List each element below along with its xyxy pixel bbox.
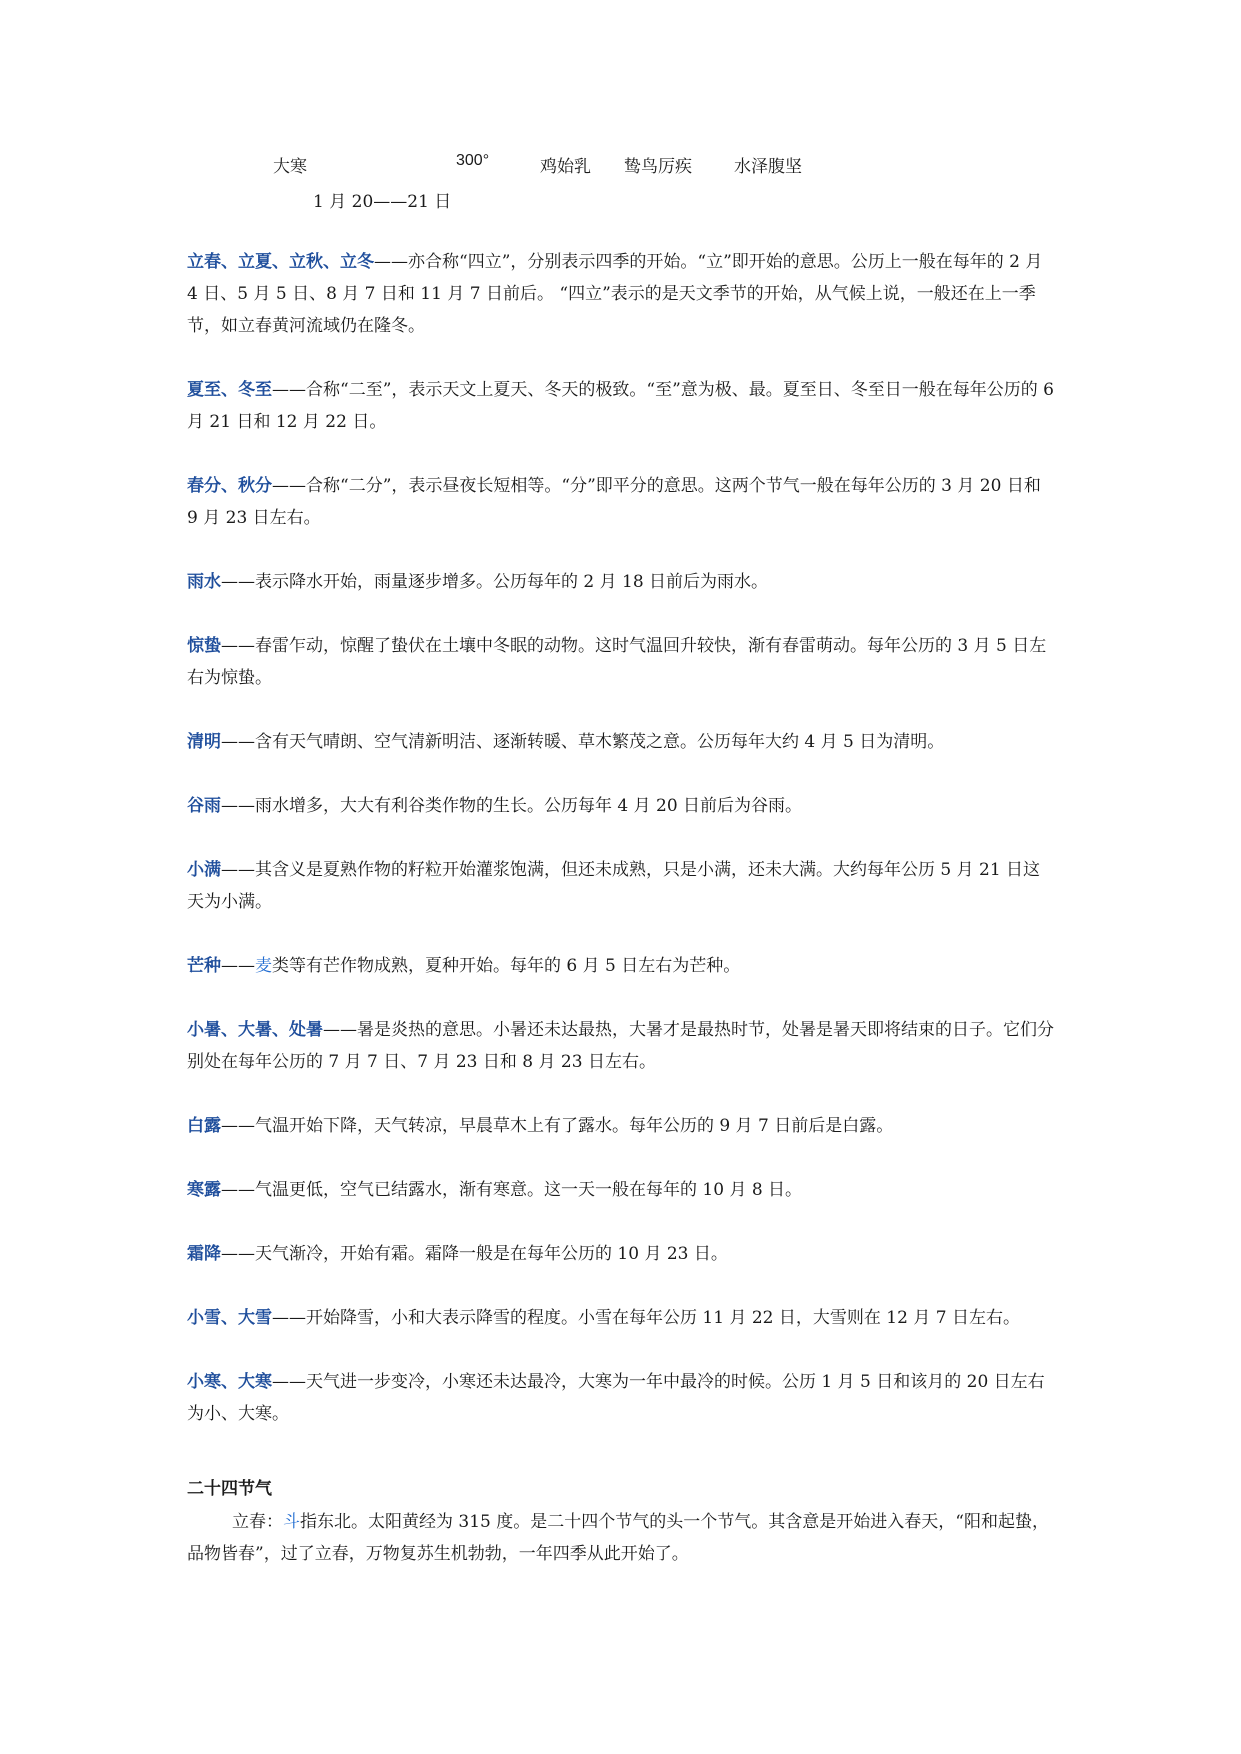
entry-term: 立春、立夏、立秋、立冬 bbox=[187, 252, 374, 272]
entry-text: 气温开始下降，天气转凉，早晨草木上有了露水。每年公历的 9 月 7 日前后是白露。 bbox=[255, 1116, 894, 1136]
entry-dash: —— bbox=[221, 1180, 255, 1200]
entry-text: 暑是炎热的意思。小暑还未达最热，大暑才是最热时节，处暑是暑天即将结束的日子。它们分别处在每年公历的 7 月 7 日、7 月 23 日和 8 月 23 日左右。 bbox=[187, 1020, 1054, 1072]
entry-shuangjiang bbox=[187, 1238, 1057, 1270]
entry-dash: —— bbox=[221, 572, 255, 592]
intro-highlight: 斗 bbox=[283, 1512, 300, 1532]
entry-term: 惊蛰 bbox=[187, 636, 221, 656]
entry-bailu bbox=[187, 1110, 1057, 1142]
entry-mangzhong bbox=[187, 950, 1057, 982]
entry-dash: —— bbox=[221, 1116, 255, 1136]
entry-dash: —— bbox=[272, 380, 306, 400]
entry-text: 其含义是夏熟作物的籽粒开始灌浆饱满，但还未成熟，只是小满，还未大满。大约每年公历 5 月 21 日这天为小满。 bbox=[187, 860, 1041, 912]
entry-text: 气温更低，空气已结露水，渐有寒意。这一天一般在每年的 10 月 8 日。 bbox=[255, 1180, 803, 1200]
phenomenon-2: 鸷鸟厉疾 bbox=[624, 157, 692, 177]
entry-term: 白露 bbox=[187, 1116, 221, 1136]
phenomenon-3: 水泽腹坚 bbox=[734, 157, 802, 177]
entry-xiaoman bbox=[187, 854, 1057, 918]
entry-dash: —— bbox=[221, 956, 255, 976]
solar-longitude: 300° bbox=[456, 152, 490, 169]
entry-text: 类等有芒作物成熟，夏种开始。每年的 6 月 5 日左右为芒种。 bbox=[272, 956, 741, 976]
entry-term: 夏至、冬至 bbox=[187, 380, 272, 400]
entry-text: 合称“二分”，表示昼夜长短相等。“分”即平分的意思。这两个节气一般在每年公历的 3 月 20 日和 9 月 23 日左右。 bbox=[187, 476, 1041, 528]
entry-snow bbox=[187, 1302, 1057, 1334]
entry-text: 亦合称“四立”，分别表示四季的开始。“立”即开始的意思。公历上一般在每年的 2 月 4 日、5 月 5 日、8 月 7 日和 11 月 7 日前后。 “四立”表示的是天文季节的开始，从气候上说，一般还在上一季节，如立春黄河流域仍在隆冬。 bbox=[187, 252, 1043, 336]
entry-text: 合称“二至”，表示天文上夏天、冬天的极致。“至”意为极、最。夏至日、冬至日一般在每年公历的 6 月 21 日和 12 月 22 日。 bbox=[187, 380, 1054, 432]
entry-hanlu bbox=[187, 1174, 1057, 1206]
entry-dash: —— bbox=[272, 476, 306, 496]
entry-dash: —— bbox=[221, 796, 255, 816]
intro-prefix: 立春： bbox=[232, 1512, 283, 1532]
entry-text: 雨水增多，大大有利谷类作物的生长。公历每年 4 月 20 日前后为谷雨。 bbox=[255, 796, 803, 816]
entry-term: 小暑、大暑、处暑 bbox=[187, 1020, 323, 1040]
entry-text: 春雷乍动，惊醒了蛰伏在土壤中冬眠的动物。这时气温回升较快，渐有春雷萌动。每年公历的 3 月 5 日左右为惊蛰。 bbox=[187, 636, 1047, 688]
entry-term: 芒种 bbox=[187, 956, 221, 976]
entry-dash: —— bbox=[221, 636, 255, 656]
entry-guyu bbox=[187, 790, 1057, 822]
term-name: 大寒 bbox=[273, 157, 307, 177]
entry-term: 春分、秋分 bbox=[187, 476, 272, 496]
entry-term: 寒露 bbox=[187, 1180, 221, 1200]
entry-jingzhe bbox=[187, 630, 1057, 694]
entry-term: 雨水 bbox=[187, 572, 221, 592]
entry-term: 小雪、大雪 bbox=[187, 1308, 272, 1328]
intro-text: 指东北。太阳黄经为 315 度。是二十四个节气的头一个节气。其含意是开始进入春天，“阳和起蛰，品物皆春”，过了立春，万物复苏生机勃勃，一年四季从此开始了。 bbox=[187, 1512, 1049, 1564]
entry-dash: —— bbox=[272, 1308, 306, 1328]
entry-term: 霜降 bbox=[187, 1244, 221, 1264]
entry-cold bbox=[187, 1366, 1057, 1430]
term-date: 1 月 20——21 日 bbox=[313, 192, 452, 212]
entry-dash: —— bbox=[221, 732, 255, 752]
entry-dash: —— bbox=[221, 1244, 255, 1264]
entry-text: 天气进一步变冷，小寒还未达最冷，大寒为一年中最冷的时候。公历 1 月 5 日和该月的 20 日左右为小、大寒。 bbox=[187, 1372, 1045, 1424]
entry-qingming bbox=[187, 726, 1057, 758]
entry-yushui bbox=[187, 566, 1057, 598]
entry-dash: —— bbox=[221, 860, 255, 880]
phenomenon-1: 鸡始乳 bbox=[540, 157, 591, 177]
entry-dash: —— bbox=[272, 1372, 306, 1392]
entry-text: 含有天气晴朗、空气清新明洁、逐渐转暖、草木繁茂之意。公历每年大约 4 月 5 日为清明。 bbox=[255, 732, 945, 752]
entry-text: 表示降水开始，雨量逐步增多。公历每年的 2 月 18 日前后为雨水。 bbox=[255, 572, 769, 592]
entry-term: 小寒、大寒 bbox=[187, 1372, 272, 1392]
entry-term: 谷雨 bbox=[187, 796, 221, 816]
entry-text: 天气渐冷，开始有霜。霜降一般是在每年公历的 10 月 23 日。 bbox=[255, 1244, 728, 1264]
entry-dash: —— bbox=[374, 252, 408, 272]
entry-summer-heat bbox=[187, 1014, 1057, 1078]
entry-text: 开始降雪，小和大表示降雪的程度。小雪在每年公历 11 月 22 日，大雪则在 12 月 7 日左右。 bbox=[306, 1308, 1020, 1328]
entry-solstices bbox=[187, 374, 1057, 438]
entry-equinoxes bbox=[187, 470, 1057, 534]
entry-dash: —— bbox=[323, 1020, 357, 1040]
entry-four-beginnings bbox=[187, 246, 1057, 342]
entry-term: 小满 bbox=[187, 860, 221, 880]
entry-term: 清明 bbox=[187, 732, 221, 752]
entry-highlight: 麦 bbox=[255, 956, 272, 976]
section-intro bbox=[187, 1506, 1057, 1570]
solar-term-entries bbox=[187, 246, 1057, 1430]
solar-term-table-row bbox=[0, 152, 1241, 182]
section-title: 二十四节气 bbox=[187, 1479, 272, 1499]
